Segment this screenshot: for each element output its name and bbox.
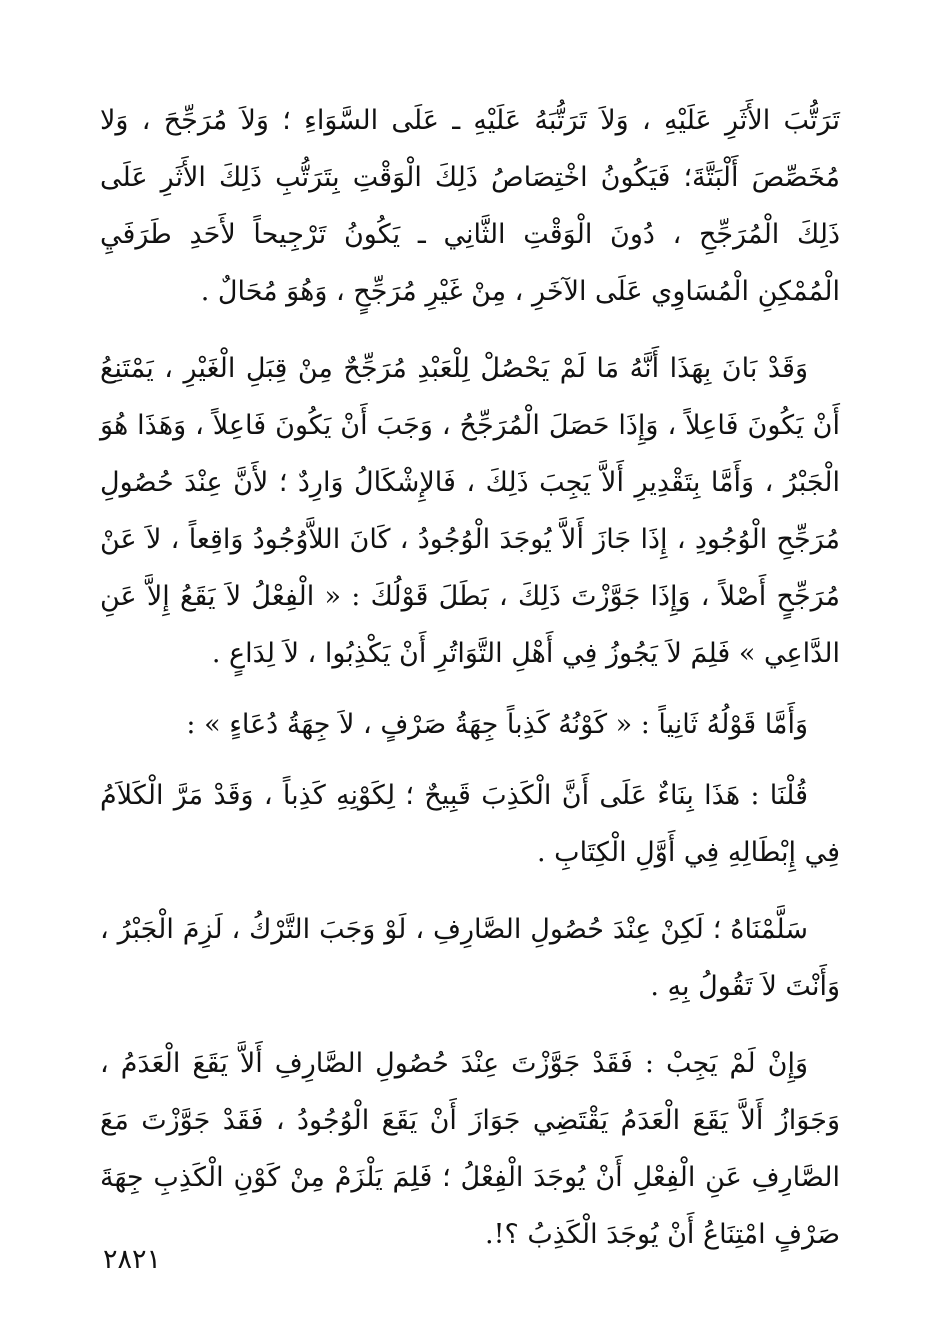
paragraph-3: وَأَمَّا قَوْلُهُ ثَانِياً : « كَوْنُهُ كَذِباً جِهَةُ صَرْفٍ ، لاَ جِهَةُ دُعَاءٍ » : [186, 709, 808, 740]
paragraph-2: وَقَدْ بَانَ بِهَذَا أَنَّهُ مَا لَمْ يَحْصُلْ لِلْعَبْدِ مُرَجِّحٌ مِنْ قِبَلِ الْغَيْرِ ، يَمْتَنِعُ أَنْ يَكُونَ فَاعِلاً ، وَإِذَا حَصَلَ الْمُرَجِّحُ ، وَجَبَ أَنْ يَكُونَ فَاعِلاً ، وَهَذَا هُوَ الْجَبْرُ ، وَأَمَّا بِتَقْدِيرِ أَلاَّ يَجِبَ ذَلِكَ ، فَالإِشْكَالُ وَارِدٌ ؛ لأَنَّ عِنْدَ حُصُولِ مُرَجِّحِ الْوُجُودِ ، إِذَا جَازَ أَلاَّ يُوجَدَ الْوُجُودُ ، كَانَ اللاَّوُجُودُ وَاقِعاً ، لاَ عَنْ مُرَجِّحٍ أَصْلاً ، وَإِذَا جَوَّزْتَ ذَلِكَ ، بَطَلَ قَوْلُكَ : « الْفِعْلُ لاَ يَقَعُ إِلاَّ عَنِ الدَّاعِي » فَلِمَ لاَ يَجُوزُ فِي أَهْلِ التَّوَاتُرِ أَنْ يَكْذِبُوا ، لاَ لِدَاعٍ . [100, 353, 840, 669]
page-body-text [100, 92, 840, 1263]
page-number: ٢٨٢١ [103, 1244, 162, 1275]
paragraph-4: قُلْنَا : هَذَا بِنَاءٌ عَلَى أَنَّ الْكَذِبَ قَبِيحٌ ؛ لِكَوْنِهِ كَذِباً ، وَقَدْ مَرَّ الْكَلاَمُ فِي إِبْطَالِهِ فِي أَوَّلِ الْكِتَابِ . [100, 780, 840, 868]
paragraph-1: تَرَتُّبَ الأَثَرِ عَلَيْهِ ، وَلاَ تَرَتُّبَهُ عَلَيْهِ ـ عَلَى السَّوَاءِ ؛ وَلاَ مُرَجِّحَ ، وَلا مُخَصِّصَ أَلْبَتَّةَ؛ فَيَكُونُ اخْتِصَاصُ ذَلِكَ الْوَقْتِ بِتَرَتُّبِ ذَلِكَ الأَثَرِ عَلَى ذَلِكَ الْمُرَجِّحِ ، دُونَ الْوَقْتِ الثَّانِي ـ يَكُونُ تَرْجِيحاً لأَحَدِ طَرَفَيِ الْمُمْكِنِ الْمُسَاوِي عَلَى الآخَرِ ، مِنْ غَيْرِ مُرَجِّحٍ ، وَهُوَ مُحَالٌ . [100, 105, 840, 307]
paragraph-5: سَلَّمْنَاهُ ؛ لَكِنْ عِنْدَ حُصُولِ الصَّارِفِ ، لَوْ وَجَبَ التَّرْكُ ، لَزِمَ الْجَبْرُ ، وَأَنْتَ لاَ تَقُولُ بِهِ . [100, 914, 840, 1002]
paragraph-6: وَإِنْ لَمْ يَجِبْ : فَقَدْ جَوَّزْتَ عِنْدَ حُصُولِ الصَّارِفِ أَلاَّ يَقَعَ الْعَدَمُ ، وَجَوَازُ أَلاَّ يَقَعَ الْعَدَمُ يَقْتَضِي جَوَازَ أَنْ يَقَعَ الْوُجُودُ ، فَقَدْ جَوَّزْتَ مَعَ الصَّارِفِ عَنِ الْفِعْلِ أَنْ يُوجَدَ الْفِعْلُ ؛ فَلِمَ يَلْزَمْ مِنْ كَوْنِ الْكَذِبِ جِهَةَ صَرْفٍ امْتِنَاعُ أَنْ يُوجَدَ الْكَذِبُ ؟!. [100, 1048, 840, 1250]
